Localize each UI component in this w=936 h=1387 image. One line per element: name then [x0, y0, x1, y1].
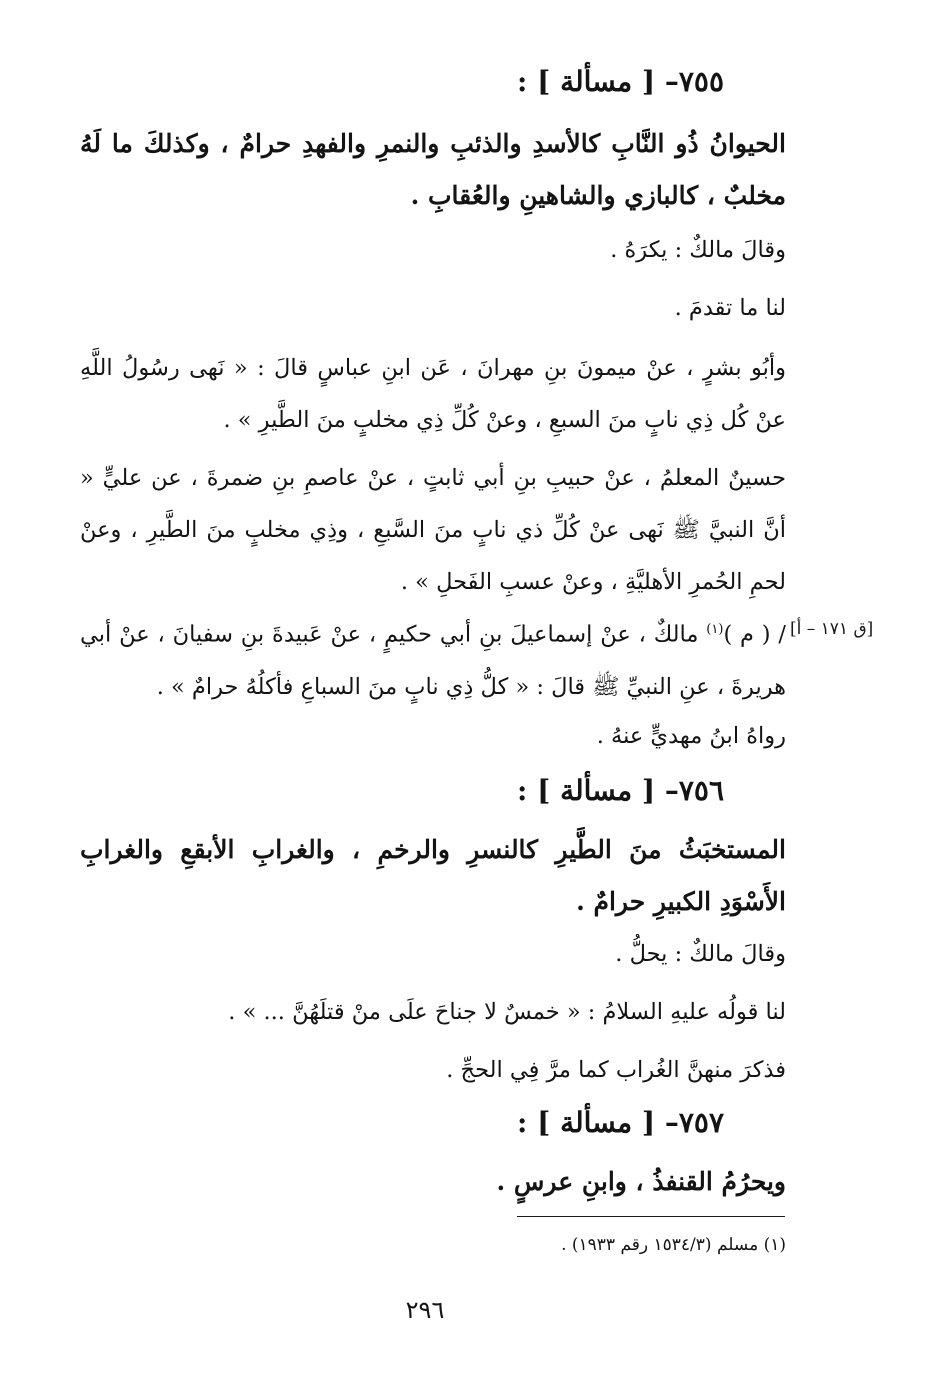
page-number: ٢٩٦ — [405, 1296, 445, 1324]
section-heading-756: ٧٥٦– [ مسألة ] : — [517, 774, 724, 807]
manuscript-folio-note: [ق ١٧١ – أ] — [790, 619, 874, 639]
footnote-reference: (١) — [706, 622, 724, 637]
paragraph-crow-mention: فذكرَ منهنَّ الغُراب كما مرَّ فِي الحجِّ . — [446, 1057, 786, 1083]
section-statement-757: ويحرُمُ القنفذُ ، وابنِ عرسٍ . — [496, 1167, 786, 1196]
paragraph-our-evidence-756: لنا قولُه عليهِ السلامُ : « خمسٌ لا جناحَ علَى منْ قتلَهُنَّ ... » . — [228, 999, 786, 1025]
section-heading-755: ٧٥٥– [ مسألة ] : — [517, 65, 724, 98]
footnote-divider — [517, 1216, 785, 1217]
hadith-ali: حسينٌ المعلمُ ، عنْ حبيبِ بنِ أبي ثابتٍ ، عنْ عاصمِ بنِ ضمرةَ ، عن عليٍّ « أنَّ النبيَّ ﷺ نَهى عنْ كُلِّ ذي نابٍ منَ السَّبعِ ، وذِي مخلبٍ منَ الطَّيرِ ، وعنْ لحمِ الحُمرِ الأهليَّةِ ، وعنْ عسبِ الفَحلِ » . — [80, 465, 786, 595]
paragraph-malik-opinion-756: وقالَ مالكٌ : يحلُّ . — [615, 941, 786, 967]
paragraph-narration-ibn-mahdi: رواهُ ابنُ مهديٍّ عنهُ . — [596, 723, 786, 749]
paragraph-our-evidence-755: لنا ما تقدمَ . — [674, 295, 786, 321]
folio-marker: / ( م ) — [723, 621, 786, 648]
footnote: (١) مسلم (١٥٣٤/٣ رقم ١٩٣٣) . — [561, 1235, 786, 1255]
paragraph-malik-opinion-755: وقالَ مالكٌ : يكرَهُ . — [610, 237, 786, 263]
hadith-abu-hurayra-text: مالكٌ ، عنْ إسماعيلَ بنِ أبي حكيمٍ ، عنْ عَبيدةَ بنِ سفيانَ ، عنْ أبي هريرةَ ، عنِ النبيِّ ﷺ قالَ : « كلُّ ذِي نابٍ منَ السباعِ فأكلُهُ حرامٌ » . — [80, 621, 786, 700]
hadith-ibn-abbas: وأبُو بشرٍ ، عنْ ميمونَ بنِ مهرانَ ، عَن ابنِ عباسٍ قالَ : « نَهى رسُولُ اللَّهِ عنْ كُل ذِي نابٍ منَ السبعِ ، وعنْ كُلِّ ذِي مخلبٍ منَ الطَّيرِ » . — [80, 355, 786, 433]
section-statement-755: الحيوانُ ذُو النَّابِ كالأسدِ والذئبِ والنمرِ والفهدِ حرامٌ ، وكذلكَ ما لَهُ مخلبٌ ، كالبازي والشاهينِ والعُقابِ . — [80, 129, 786, 210]
section-statement-756: المستخبَثُ منَ الطَّيرِ كالنسرِ والرخمِ ، والغرابِ الأبقعِ والغرابِ الأَسْوَدِ الكبيرِ حرامٌ . — [80, 835, 786, 916]
hadith-abu-hurayra — [80, 604, 786, 713]
section-heading-757: ٧٥٧– [ مسألة ] : — [517, 1106, 724, 1139]
